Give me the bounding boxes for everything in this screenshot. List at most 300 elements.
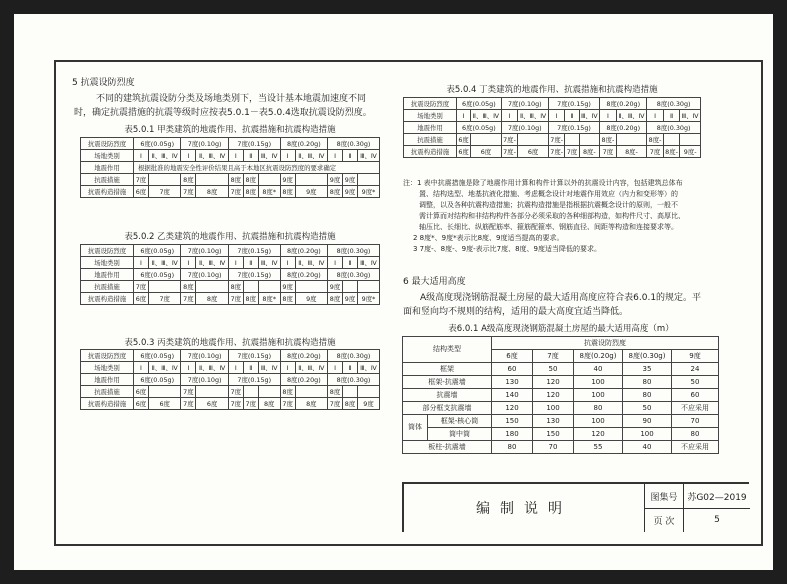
table-cell: 6度(0.05g) bbox=[457, 98, 502, 110]
section6-para-line2: 面和竖向均不规则的结构，适用的最大高度宜适当降低。 bbox=[403, 307, 629, 317]
table-cell: 7度(0.10g) bbox=[181, 269, 228, 281]
t601-intensity: 6度 bbox=[492, 350, 533, 363]
table-row bbox=[404, 98, 701, 110]
table-cell bbox=[680, 134, 701, 146]
table503-caption: 表5.0.3 丙类建筑的地震作用、抗震措施和抗震构造措施 bbox=[124, 338, 336, 348]
table-row bbox=[404, 122, 701, 134]
table-cell: 8度 bbox=[181, 174, 196, 186]
table-cell: 6度 bbox=[196, 398, 228, 410]
table-row bbox=[403, 428, 719, 441]
table-cell: Ⅰ bbox=[457, 110, 471, 122]
table-cell: 8度 bbox=[328, 186, 343, 198]
row-header: 地震作用 bbox=[81, 162, 134, 174]
t601-type: 框架-抗震墙 bbox=[403, 376, 492, 389]
table-cell: 6度 bbox=[134, 293, 149, 305]
t601-value: 100 bbox=[574, 376, 623, 389]
row-header: 抗震构造措施 bbox=[404, 146, 457, 158]
table-cell: 6度(0.05g) bbox=[134, 350, 181, 362]
row-header: 抗震构造措施 bbox=[81, 293, 134, 305]
table-cell: Ⅰ bbox=[600, 110, 617, 122]
table-503 bbox=[80, 349, 380, 410]
table-cell: 8度 bbox=[280, 293, 295, 305]
table-cell: 9度* bbox=[357, 293, 379, 305]
table-cell: Ⅱ、Ⅲ、Ⅳ bbox=[196, 150, 228, 162]
table-cell: 7度 bbox=[228, 293, 243, 305]
t601-value: 80 bbox=[623, 376, 672, 389]
table-cell: Ⅱ bbox=[243, 150, 258, 162]
table-cell: Ⅱ bbox=[343, 257, 358, 269]
table-cell: Ⅱ、Ⅲ、Ⅳ bbox=[471, 110, 502, 122]
table-cell: Ⅱ、Ⅲ、Ⅳ bbox=[196, 257, 228, 269]
row-header: 地震作用 bbox=[81, 269, 134, 281]
t601-value: 80 bbox=[623, 389, 672, 402]
table-cell: 7度 bbox=[228, 186, 243, 198]
row-header: 抗震措施 bbox=[404, 134, 457, 146]
table-cell: Ⅰ bbox=[280, 257, 295, 269]
table-cell: Ⅱ、Ⅲ、Ⅳ bbox=[148, 362, 180, 374]
table-cell: 8度(0.30g) bbox=[647, 122, 701, 134]
table-row bbox=[81, 245, 380, 257]
table-cell bbox=[357, 281, 379, 293]
table-cell: Ⅰ bbox=[328, 257, 343, 269]
table-row bbox=[81, 281, 380, 293]
table-cell: 7度(0.10g) bbox=[181, 350, 228, 362]
t601-value: 140 bbox=[492, 389, 533, 402]
t601-intensity: 8度(0.30g) bbox=[623, 350, 672, 363]
table-cell: Ⅰ bbox=[228, 257, 243, 269]
table-notes bbox=[403, 178, 703, 255]
table-cell: 7度 bbox=[134, 281, 149, 293]
row-header: 抗震构造措施 bbox=[81, 398, 134, 410]
table-cell: Ⅲ、Ⅳ bbox=[580, 111, 598, 120]
t601-intensity: 9度 bbox=[672, 350, 719, 363]
table-row bbox=[81, 350, 380, 362]
table-cell: Ⅲ、Ⅳ bbox=[681, 111, 699, 120]
atlas-number: 苏G02—2019 bbox=[687, 492, 747, 503]
table-cell: 9度 bbox=[295, 293, 327, 305]
table-cell: 7度- bbox=[550, 147, 564, 156]
table-cell bbox=[148, 174, 180, 186]
table-cell: Ⅰ bbox=[501, 110, 518, 122]
t601-value: 150 bbox=[533, 428, 574, 441]
table-cell: 7度(0.10g) bbox=[181, 138, 228, 150]
table-cell: 8度 bbox=[328, 386, 343, 398]
table-row bbox=[404, 146, 701, 158]
table-cell: Ⅰ bbox=[181, 150, 196, 162]
page-number: 5 bbox=[714, 515, 720, 525]
table-cell: Ⅱ bbox=[565, 110, 579, 122]
table-cell: 7度 bbox=[228, 398, 243, 410]
row-header: 抗震设防烈度 bbox=[81, 350, 134, 362]
table-row bbox=[403, 363, 719, 376]
row-header: 地震作用 bbox=[404, 122, 457, 134]
note-1-line4: 需计算而对结构和非结构构件各部分必须采取的各种细部构造，如构件尺寸、高厚比、 bbox=[419, 212, 685, 220]
table-row bbox=[404, 110, 701, 122]
table-cell: Ⅲ、Ⅳ bbox=[357, 257, 379, 269]
table-cell: 8度(0.20g) bbox=[600, 98, 647, 110]
table-cell bbox=[295, 174, 327, 186]
table-cell: 8度(0.30g) bbox=[328, 245, 380, 257]
t601-value: 不应采用 bbox=[672, 441, 719, 454]
table-cell: 6度(0.05g) bbox=[134, 269, 181, 281]
row-header: 抗震措施 bbox=[81, 386, 134, 398]
table-cell: 7度(0.15g) bbox=[228, 374, 280, 386]
table-cell bbox=[357, 174, 379, 186]
table-cell: 8度 bbox=[243, 174, 258, 186]
table-cell: 6度(0.05g) bbox=[134, 245, 181, 257]
table-cell: 8度(0.30g) bbox=[328, 138, 380, 150]
table-504 bbox=[403, 97, 701, 158]
table-cell bbox=[343, 281, 358, 293]
t601-value: 120 bbox=[533, 389, 574, 402]
table-cell: Ⅰ bbox=[134, 150, 149, 162]
t601-value: 120 bbox=[533, 376, 574, 389]
t601-value: 100 bbox=[574, 415, 623, 428]
table-cell: Ⅰ bbox=[134, 257, 149, 269]
table-cell: 8度(0.20g) bbox=[280, 374, 327, 386]
table-cell: Ⅰ bbox=[647, 110, 664, 122]
table-cell: 8度(0.30g) bbox=[328, 269, 380, 281]
table-cell: 6度 bbox=[134, 398, 149, 410]
table-cell: 8度- bbox=[616, 146, 647, 158]
table-cell: 7度- bbox=[550, 135, 564, 144]
table-cell: 7度(0.15g) bbox=[228, 138, 280, 150]
table-cell: Ⅱ、Ⅲ、Ⅳ bbox=[148, 257, 180, 269]
table-cell: 8度 bbox=[196, 186, 228, 198]
table-cell: 7度 bbox=[566, 147, 578, 156]
table601-caption: 表6.0.1 A级高度现浇钢筋混凝土房屋的最大适用高度（m） bbox=[448, 324, 674, 334]
table-cell: Ⅰ bbox=[328, 362, 343, 374]
t601-value: 40 bbox=[574, 363, 623, 376]
table504-caption: 表5.0.4 丁类建筑的地震作用、抗震措施和抗震构造措施 bbox=[446, 85, 658, 95]
table-cell: 9度 bbox=[295, 186, 327, 198]
t601-type: 筒中筒 bbox=[428, 428, 492, 441]
table-cell bbox=[258, 386, 280, 398]
title-block bbox=[402, 482, 749, 532]
table-cell bbox=[148, 281, 180, 293]
table-cell: 6度 bbox=[518, 146, 549, 158]
table-cell bbox=[258, 174, 280, 186]
table-cell: Ⅰ bbox=[228, 150, 243, 162]
table-row bbox=[81, 398, 380, 410]
table-cell: Ⅱ bbox=[243, 257, 258, 269]
table-cell: 6度 bbox=[458, 135, 469, 144]
t601-value: 不应采用 bbox=[672, 402, 719, 415]
table-cell: 8度(0.20g) bbox=[280, 350, 327, 362]
table-cell: 8度 bbox=[181, 281, 196, 293]
table-cell: Ⅱ、Ⅲ、Ⅳ bbox=[616, 110, 647, 122]
atlas-row bbox=[645, 484, 750, 509]
table-cell: Ⅲ、Ⅳ bbox=[357, 362, 379, 374]
table-cell bbox=[343, 386, 358, 398]
table-cell: 7度 bbox=[134, 174, 149, 186]
table-cell: 9度 bbox=[328, 281, 343, 293]
table-cell: Ⅰ bbox=[328, 150, 343, 162]
table-cell bbox=[295, 386, 327, 398]
t601-value: 130 bbox=[533, 415, 574, 428]
t601-type: 部分框支抗震墙 bbox=[403, 402, 492, 415]
table-row bbox=[81, 269, 380, 281]
table-cell: 8度(0.30g) bbox=[328, 350, 380, 362]
table-cell: 9度 bbox=[328, 174, 343, 186]
table-cell: 7度- bbox=[503, 147, 516, 156]
table-cell bbox=[663, 134, 680, 146]
table-cell: 7度 bbox=[600, 146, 617, 158]
t601-value: 100 bbox=[623, 428, 672, 441]
table-cell: Ⅰ bbox=[134, 362, 149, 374]
page-label: 页 次 bbox=[645, 508, 684, 532]
table-cell: Ⅱ bbox=[663, 110, 680, 122]
table-cell bbox=[579, 134, 600, 146]
table-cell: Ⅱ bbox=[243, 362, 258, 374]
t601-value: 90 bbox=[623, 415, 672, 428]
table-row bbox=[403, 441, 719, 454]
table-row bbox=[81, 386, 380, 398]
table-cell: 8度 bbox=[295, 398, 327, 410]
table-cell: 6度 bbox=[458, 147, 469, 156]
note-2: 2 8度*、9度*表示比8度、9度适当提高的要求。 bbox=[413, 234, 564, 242]
table-row bbox=[81, 374, 380, 386]
table-cell: 8度 bbox=[243, 293, 258, 305]
row-header: 抗震构造措施 bbox=[81, 186, 134, 198]
t601-value: 55 bbox=[574, 441, 623, 454]
table-cell bbox=[258, 281, 280, 293]
table-row bbox=[81, 162, 380, 174]
table-cell: 8度- bbox=[601, 135, 615, 144]
t601-value: 180 bbox=[492, 428, 533, 441]
t601-value: 50 bbox=[672, 376, 719, 389]
table-cell: 7度 bbox=[243, 398, 258, 410]
table-cell bbox=[518, 134, 549, 146]
table-row bbox=[403, 402, 719, 415]
row-header: 抗震设防烈度 bbox=[81, 138, 134, 150]
table-cell: 9度 bbox=[343, 174, 358, 186]
row-header: 地震作用 bbox=[81, 374, 134, 386]
table-cell: 9度 bbox=[357, 398, 379, 410]
table-cell: Ⅰ bbox=[548, 110, 565, 122]
table-cell: 7度(0.10g) bbox=[501, 98, 548, 110]
table-cell: 7度(0.15g) bbox=[548, 98, 599, 110]
table-cell: Ⅱ、Ⅲ、Ⅳ bbox=[295, 362, 327, 374]
table-cell: Ⅱ bbox=[343, 150, 358, 162]
table-cell bbox=[196, 386, 228, 398]
table-cell: Ⅱ、Ⅲ、Ⅳ bbox=[196, 362, 228, 374]
t601-value: 80 bbox=[492, 441, 533, 454]
table-cell: 8度(0.20g) bbox=[280, 245, 327, 257]
table-502 bbox=[80, 244, 380, 305]
table-cell: 7度 bbox=[181, 398, 196, 410]
table-cell: 8度 bbox=[228, 174, 243, 186]
note-3: 3 7度-、8度-、9度-表示比7度、8度、9度适当降低的要求。 bbox=[413, 245, 601, 253]
row-header: 抗震措施 bbox=[81, 281, 134, 293]
table-cell: Ⅱ bbox=[343, 362, 358, 374]
table-cell: 7度(0.15g) bbox=[228, 245, 280, 257]
t601-col-head: 结构类型 bbox=[403, 337, 492, 363]
table-cell: 7度(0.10g) bbox=[181, 374, 228, 386]
row-header: 场地类别 bbox=[81, 362, 134, 374]
table-cell: 7度- bbox=[503, 135, 516, 144]
table-cell: 7度(0.10g) bbox=[181, 245, 228, 257]
row-header: 抗震设防烈度 bbox=[81, 245, 134, 257]
t601-value: 40 bbox=[623, 441, 672, 454]
t601-type: 框架-核心筒 bbox=[428, 415, 492, 428]
table-cell: 7度 bbox=[181, 386, 196, 398]
row-header: 场地类别 bbox=[81, 257, 134, 269]
table-cell: Ⅱ、Ⅲ、Ⅳ bbox=[518, 110, 549, 122]
row-header: 场地类别 bbox=[81, 150, 134, 162]
table-row bbox=[403, 389, 719, 402]
section5-heading: 5 抗震设防烈度 bbox=[72, 78, 135, 88]
table-cell bbox=[243, 386, 258, 398]
table-cell: 8度 bbox=[196, 293, 228, 305]
table-cell: 9度 bbox=[343, 186, 358, 198]
table-cell bbox=[196, 281, 228, 293]
section5-para-line2: 时，确定抗震措施的抗震等级时应按表5.0.1－表5.0.4选取抗震设防烈度。 bbox=[74, 108, 372, 118]
table-cell: 9度 bbox=[280, 174, 295, 186]
t601-type: 板柱-抗震墙 bbox=[403, 441, 492, 454]
section5-para-line1: 不同的建筑抗震设防分类及场地类别下，当设计基本地震加速度不同 bbox=[96, 94, 367, 104]
t601-value: 50 bbox=[623, 402, 672, 415]
t601-value: 50 bbox=[533, 363, 574, 376]
t601-intensity: 7度 bbox=[533, 350, 574, 363]
table-row bbox=[81, 150, 380, 162]
row-header: 抗震设防烈度 bbox=[404, 98, 457, 110]
t601-value: 60 bbox=[672, 389, 719, 402]
table-row bbox=[403, 376, 719, 389]
table-cell: 9度 bbox=[343, 293, 358, 305]
table-cell: Ⅰ bbox=[181, 362, 196, 374]
table-row bbox=[81, 293, 380, 305]
table-cell: 7度 bbox=[647, 146, 664, 158]
table502-caption: 表5.0.2 乙类建筑的地震作用、抗震措施和抗震构造措施 bbox=[124, 232, 336, 242]
table-cell: Ⅲ、Ⅳ bbox=[357, 150, 379, 162]
table-cell bbox=[295, 281, 327, 293]
table-row bbox=[81, 257, 380, 269]
section6-heading: 6 最大适用高度 bbox=[403, 277, 466, 287]
table-cell: 8度 bbox=[343, 398, 358, 410]
t601-value: 120 bbox=[492, 402, 533, 415]
table-cell: 9度 bbox=[280, 281, 295, 293]
table-cell: 6度 bbox=[471, 146, 502, 158]
table-cell: Ⅰ bbox=[181, 257, 196, 269]
table-cell: 6度 bbox=[134, 386, 149, 398]
table-cell: 7度(0.15g) bbox=[228, 350, 280, 362]
table-cell bbox=[565, 134, 579, 146]
table-cell: 7度 bbox=[328, 398, 343, 410]
table-cell: Ⅰ bbox=[228, 362, 243, 374]
note-1-line1: 注：1 表中抗震措施是除了地震作用计算和构件计算以外的抗震设计内容，包括建筑总体布 bbox=[403, 179, 683, 187]
table-cell: Ⅱ、Ⅲ、Ⅳ bbox=[148, 150, 180, 162]
table-cell: 9度* bbox=[357, 186, 379, 198]
table-cell: 8度(0.30g) bbox=[328, 374, 380, 386]
t601-value: 70 bbox=[672, 415, 719, 428]
t601-value: 150 bbox=[492, 415, 533, 428]
table-cell: Ⅰ bbox=[280, 150, 295, 162]
t601-group-label: 筒体 bbox=[403, 415, 428, 441]
table-cell: 7度 bbox=[280, 398, 295, 410]
table-cell: Ⅲ、Ⅳ bbox=[258, 150, 280, 162]
table501-caption: 表5.0.1 甲类建筑的地震作用、抗震措施和抗震构造措施 bbox=[124, 125, 336, 135]
table-row bbox=[403, 415, 719, 428]
table-cell: 8度(0.20g) bbox=[280, 269, 327, 281]
table-row bbox=[404, 134, 701, 146]
table-601 bbox=[402, 336, 719, 454]
table-cell: 8度- bbox=[665, 147, 678, 156]
t601-group-head: 抗震设防烈度 bbox=[492, 337, 719, 350]
page-row bbox=[645, 508, 750, 532]
t601-value: 24 bbox=[672, 363, 719, 376]
t601-value: 100 bbox=[574, 389, 623, 402]
note-1-line5: 轴压比、长细比、纵筋配筋率、箍筋配箍率、钢筋直径、间距等构造和连接要求等。 bbox=[419, 223, 678, 231]
table-cell: 8度 bbox=[280, 386, 295, 398]
table-cell: Ⅱ、Ⅲ、Ⅳ bbox=[295, 150, 327, 162]
table-row bbox=[81, 362, 380, 374]
t601-value: 60 bbox=[492, 363, 533, 376]
table-cell: Ⅰ bbox=[280, 362, 295, 374]
atlas-label: 图集号 bbox=[645, 484, 684, 508]
t601-value: 130 bbox=[492, 376, 533, 389]
table-cell: 7度 bbox=[181, 293, 196, 305]
t601-value: 35 bbox=[623, 363, 672, 376]
table-row bbox=[81, 186, 380, 198]
row-header: 场地类别 bbox=[404, 110, 457, 122]
table-cell: 6度(0.05g) bbox=[134, 374, 181, 386]
t601-value: 120 bbox=[574, 428, 623, 441]
row-header: 抗震措施 bbox=[81, 174, 134, 186]
table-cell: 6度 bbox=[134, 186, 149, 198]
table-cell: 6度 bbox=[148, 398, 180, 410]
table-cell: 7度(0.10g) bbox=[501, 122, 548, 134]
table-cell: 9度- bbox=[680, 146, 701, 158]
table-cell: 8度 bbox=[228, 281, 243, 293]
table-501 bbox=[80, 137, 380, 198]
t601-type: 抗震墙 bbox=[403, 389, 492, 402]
table-cell bbox=[616, 134, 647, 146]
table-cell: 7度(0.15g) bbox=[548, 122, 599, 134]
table-cell: 7度 bbox=[148, 293, 180, 305]
t601-value: 80 bbox=[672, 428, 719, 441]
table-cell: 8度 bbox=[243, 186, 258, 198]
note-1-line3: 调整，以及各种抗震构造措施；抗震构造措施是指根据抗震概念设计的原则，一般不 bbox=[419, 201, 678, 209]
section6-para-line1: A级高度现浇钢筋混凝土房屋的最大适用高度应符合表6.0.1的规定。平 bbox=[420, 293, 702, 303]
table-cell: 8度(0.20g) bbox=[280, 138, 327, 150]
t601-value: 80 bbox=[574, 402, 623, 415]
table-cell: 8度 bbox=[280, 186, 295, 198]
table-cell: 7度 bbox=[228, 386, 243, 398]
table-cell bbox=[196, 174, 228, 186]
t601-value: 100 bbox=[533, 402, 574, 415]
table-cell: 8度* bbox=[258, 293, 280, 305]
table-cell: 7度(0.15g) bbox=[228, 269, 280, 281]
table-cell: 8度 bbox=[328, 293, 343, 305]
table-cell: 8度* bbox=[258, 186, 280, 198]
merged-cell: 根据批准的地震安全性评价结果且高于本地区抗震设防烈度的要求确定 bbox=[134, 162, 380, 174]
table-cell: 6度(0.05g) bbox=[134, 138, 181, 150]
table-cell bbox=[357, 386, 379, 398]
table-cell bbox=[471, 134, 502, 146]
note-1-line2: 置、结构选型、地基抗液化措施、考虑概念设计对地震作用效应（内力和变形等）的 bbox=[419, 190, 678, 198]
table-cell: 8度(0.30g) bbox=[647, 98, 701, 110]
table-cell: 8度- bbox=[648, 135, 662, 144]
table-cell: 6度(0.05g) bbox=[457, 122, 502, 134]
t601-type: 框架 bbox=[403, 363, 492, 376]
t601-value: 70 bbox=[533, 441, 574, 454]
t601-intensity: 8度(0.20g) bbox=[574, 350, 623, 363]
table-cell: 8度- bbox=[579, 146, 600, 158]
title-block-grid bbox=[644, 484, 749, 532]
table-cell: 8度(0.20g) bbox=[600, 122, 647, 134]
table-cell bbox=[243, 281, 258, 293]
